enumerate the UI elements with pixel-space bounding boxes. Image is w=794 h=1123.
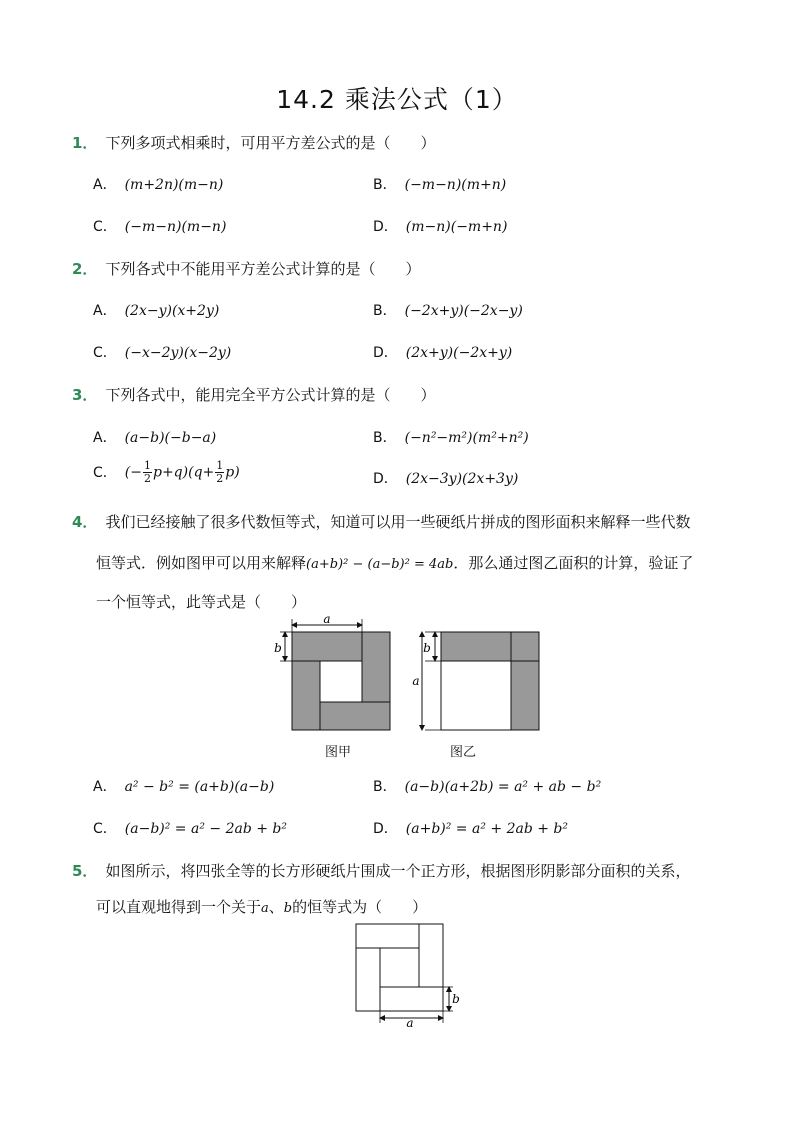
question-5-line-2: 可以直观地得到一个关于a、b的恒等式为（ ） <box>96 898 428 916</box>
q2-option-a[interactable]: A． (2x−y)(x+2y) <box>93 303 220 319</box>
question-number: 4． <box>72 513 98 531</box>
shaded-rectangle <box>292 661 320 730</box>
question-stem-line-1: 如图所示，将四张全等的长方形硬纸片围成一个正方形，根据图形阴影部分面积的关系， <box>105 862 691 880</box>
label-a: a <box>323 612 331 626</box>
question-stem: 下列各式中不能用平方差公式计算的是（ ） <box>105 260 421 278</box>
identity-formula: (a+b)² − (a−b)² = 4ab <box>306 557 454 572</box>
q4-option-d[interactable]: D． (a+b)² = a² + 2ab + b² <box>373 821 568 837</box>
figure-yi <box>405 624 545 734</box>
question-5 <box>72 860 690 881</box>
question-number: 3． <box>72 386 98 404</box>
page-title: 14.2 乘法公式（1） <box>276 85 518 114</box>
shaded-rectangle <box>441 632 511 661</box>
question-4-line-2: 恒等式．例如图甲可以用来解释(a+b)² − (a−b)² = 4ab．那么通过图乙面积的计算，验证了 <box>96 554 694 572</box>
q3-option-c[interactable]: C． (− $\frac{1}{2}$ p+q)(q+ $\frac{1}{2}$ p) <box>93 459 240 485</box>
shaded-rectangle <box>292 632 362 661</box>
q1-option-b[interactable]: B． (−m−n)(m+n) <box>373 177 507 193</box>
q1-option-a[interactable]: A． (m+2n)(m−n) <box>93 177 224 193</box>
question-2 <box>72 258 420 279</box>
question-4-line-3: 一个恒等式，此等式是（ ） <box>96 593 307 611</box>
q4-option-b[interactable]: B． (a−b)(a+2b) = a² + ab − b² <box>373 779 602 795</box>
question-4 <box>72 511 690 532</box>
fraction-one-half: $\frac{1}{2}$ <box>216 459 224 485</box>
figure-yi-caption: 图乙 <box>450 745 477 760</box>
shaded-rectangle <box>320 702 390 730</box>
q1-option-d[interactable]: D． (m−n)(−m+n) <box>373 219 508 235</box>
shaded-rectangle <box>362 632 390 702</box>
q4-option-c[interactable]: C． (a−b)² = a² − 2ab + b² <box>93 821 287 837</box>
question-3 <box>72 384 435 405</box>
shaded-small-square <box>511 632 539 661</box>
label-a: a <box>406 1016 414 1028</box>
figure-jia <box>272 612 397 734</box>
q3-option-b[interactable]: B． (−n²−m²)(m²+n²) <box>373 430 529 446</box>
question-1 <box>72 132 435 153</box>
question-stem: 下列各式中，能用完全平方公式计算的是（ ） <box>105 386 436 404</box>
q3-option-d[interactable]: D． (2x−3y)(2x+3y) <box>373 471 519 487</box>
q2-option-d[interactable]: D． (2x+y)(−2x+y) <box>373 345 513 361</box>
label-a: a <box>412 674 420 688</box>
figure-q5 <box>348 918 468 1028</box>
q3-option-a[interactable]: A． (a−b)(−b−a) <box>93 430 217 446</box>
label-b: b <box>452 992 460 1006</box>
q2-option-b[interactable]: B． (−2x+y)(−2x−y) <box>373 303 523 319</box>
q4-option-a[interactable]: A． a² − b² = (a+b)(a−b) <box>93 779 275 795</box>
outer-square <box>356 924 443 1011</box>
figure-jia-caption: 图甲 <box>325 745 352 760</box>
label-b: b <box>274 641 282 655</box>
question-number: 5． <box>72 862 98 880</box>
q2-option-c[interactable]: C． (−x−2y)(x−2y) <box>93 345 232 361</box>
q1-option-c[interactable]: C． (−m−n)(m−n) <box>93 219 227 235</box>
label-b: b <box>423 641 431 655</box>
question-stem: 下列多项式相乘时，可用平方差公式的是（ ） <box>105 134 436 152</box>
question-stem-line-1: 我们已经接触了很多代数恒等式，知道可以用一些硬纸片拼成的图形面积来解释一些代数 <box>105 513 691 531</box>
question-number: 2． <box>72 260 98 278</box>
fraction-one-half: $\frac{1}{2}$ <box>143 459 151 485</box>
shaded-rectangle <box>511 661 539 730</box>
question-number: 1． <box>72 134 98 152</box>
